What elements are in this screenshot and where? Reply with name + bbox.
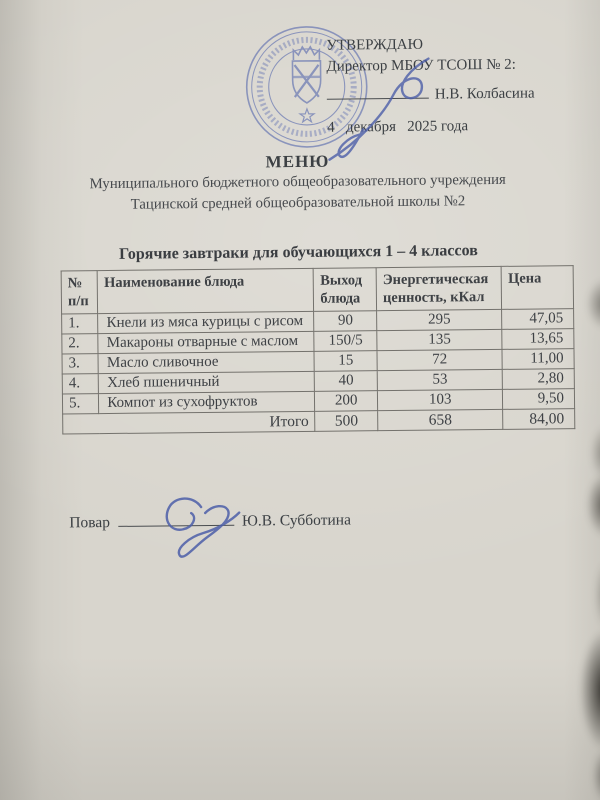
cell-price: 2,80 [502, 369, 574, 390]
cell-price: 9,50 [503, 389, 575, 410]
cell-energy: 53 [377, 369, 502, 390]
cell-number: 3. [62, 354, 99, 374]
cell-price: 13,65 [502, 329, 574, 350]
cook-role-label: Повар [69, 513, 111, 532]
column-header-dish: Наименование блюда [97, 268, 314, 313]
org-name-line1: Муниципального бюджетного общеобразовательного учреждения [89, 171, 506, 193]
total-output: 500 [315, 411, 378, 432]
cell-dish: Масло сливочное [98, 351, 314, 373]
cook-signature-icon [139, 486, 260, 565]
cell-energy: 72 [377, 349, 502, 370]
cell-energy: 295 [377, 309, 502, 330]
director-title-line: Директор МБОУ ТСОШ № 2: [326, 56, 517, 75]
cell-output: 200 [315, 391, 378, 412]
table-total-row [63, 409, 575, 434]
heading-block [0, 149, 599, 265]
cell-price: 11,00 [502, 349, 574, 370]
cell-energy: 135 [377, 329, 502, 350]
cell-dish: Кнели из мяса курицы с рисом [98, 311, 314, 333]
cell-output: 150/5 [314, 331, 377, 352]
column-header-price: Цена [501, 266, 573, 310]
cell-output: 90 [314, 311, 377, 332]
cell-output: 40 [315, 371, 378, 392]
menu-subtitle: Горячие завтраки для обучающихся 1 – 4 классов [118, 242, 478, 263]
cell-dish: Компот из сухофруктов [99, 391, 315, 413]
cell-price: 47,05 [502, 309, 574, 330]
cell-number: 2. [62, 334, 99, 354]
total-label: Итого [63, 411, 316, 434]
cell-output: 15 [314, 351, 377, 372]
cell-dish: Макароны отварные с маслом [98, 331, 314, 353]
approve-word: УТВЕРЖДАЮ [326, 36, 424, 54]
director-name: Н.В. Колбасина [434, 85, 535, 103]
cell-number: 4. [62, 374, 99, 394]
column-header-energy: Энергетическая ценность, кКал [376, 266, 502, 310]
total-energy: 658 [378, 409, 503, 430]
org-name-line2: Тацинской средней общеобразовательной школы №2 [130, 193, 466, 213]
cell-number: 1. [62, 314, 99, 334]
table-header-row [61, 266, 573, 314]
cell-energy: 103 [377, 389, 502, 410]
total-price: 84,00 [503, 409, 575, 430]
column-header-output: Выход блюда [314, 268, 377, 312]
menu-table [61, 265, 576, 434]
column-header-number: № п/п [61, 271, 98, 314]
cell-dish: Хлеб пшеничный [99, 371, 315, 393]
cell-number: 5. [62, 394, 99, 414]
page-title: МЕНЮ [265, 151, 330, 172]
cook-name: Ю.В. Субботина [241, 511, 352, 530]
approval-date: 4 декабря 2025 года [327, 118, 469, 136]
